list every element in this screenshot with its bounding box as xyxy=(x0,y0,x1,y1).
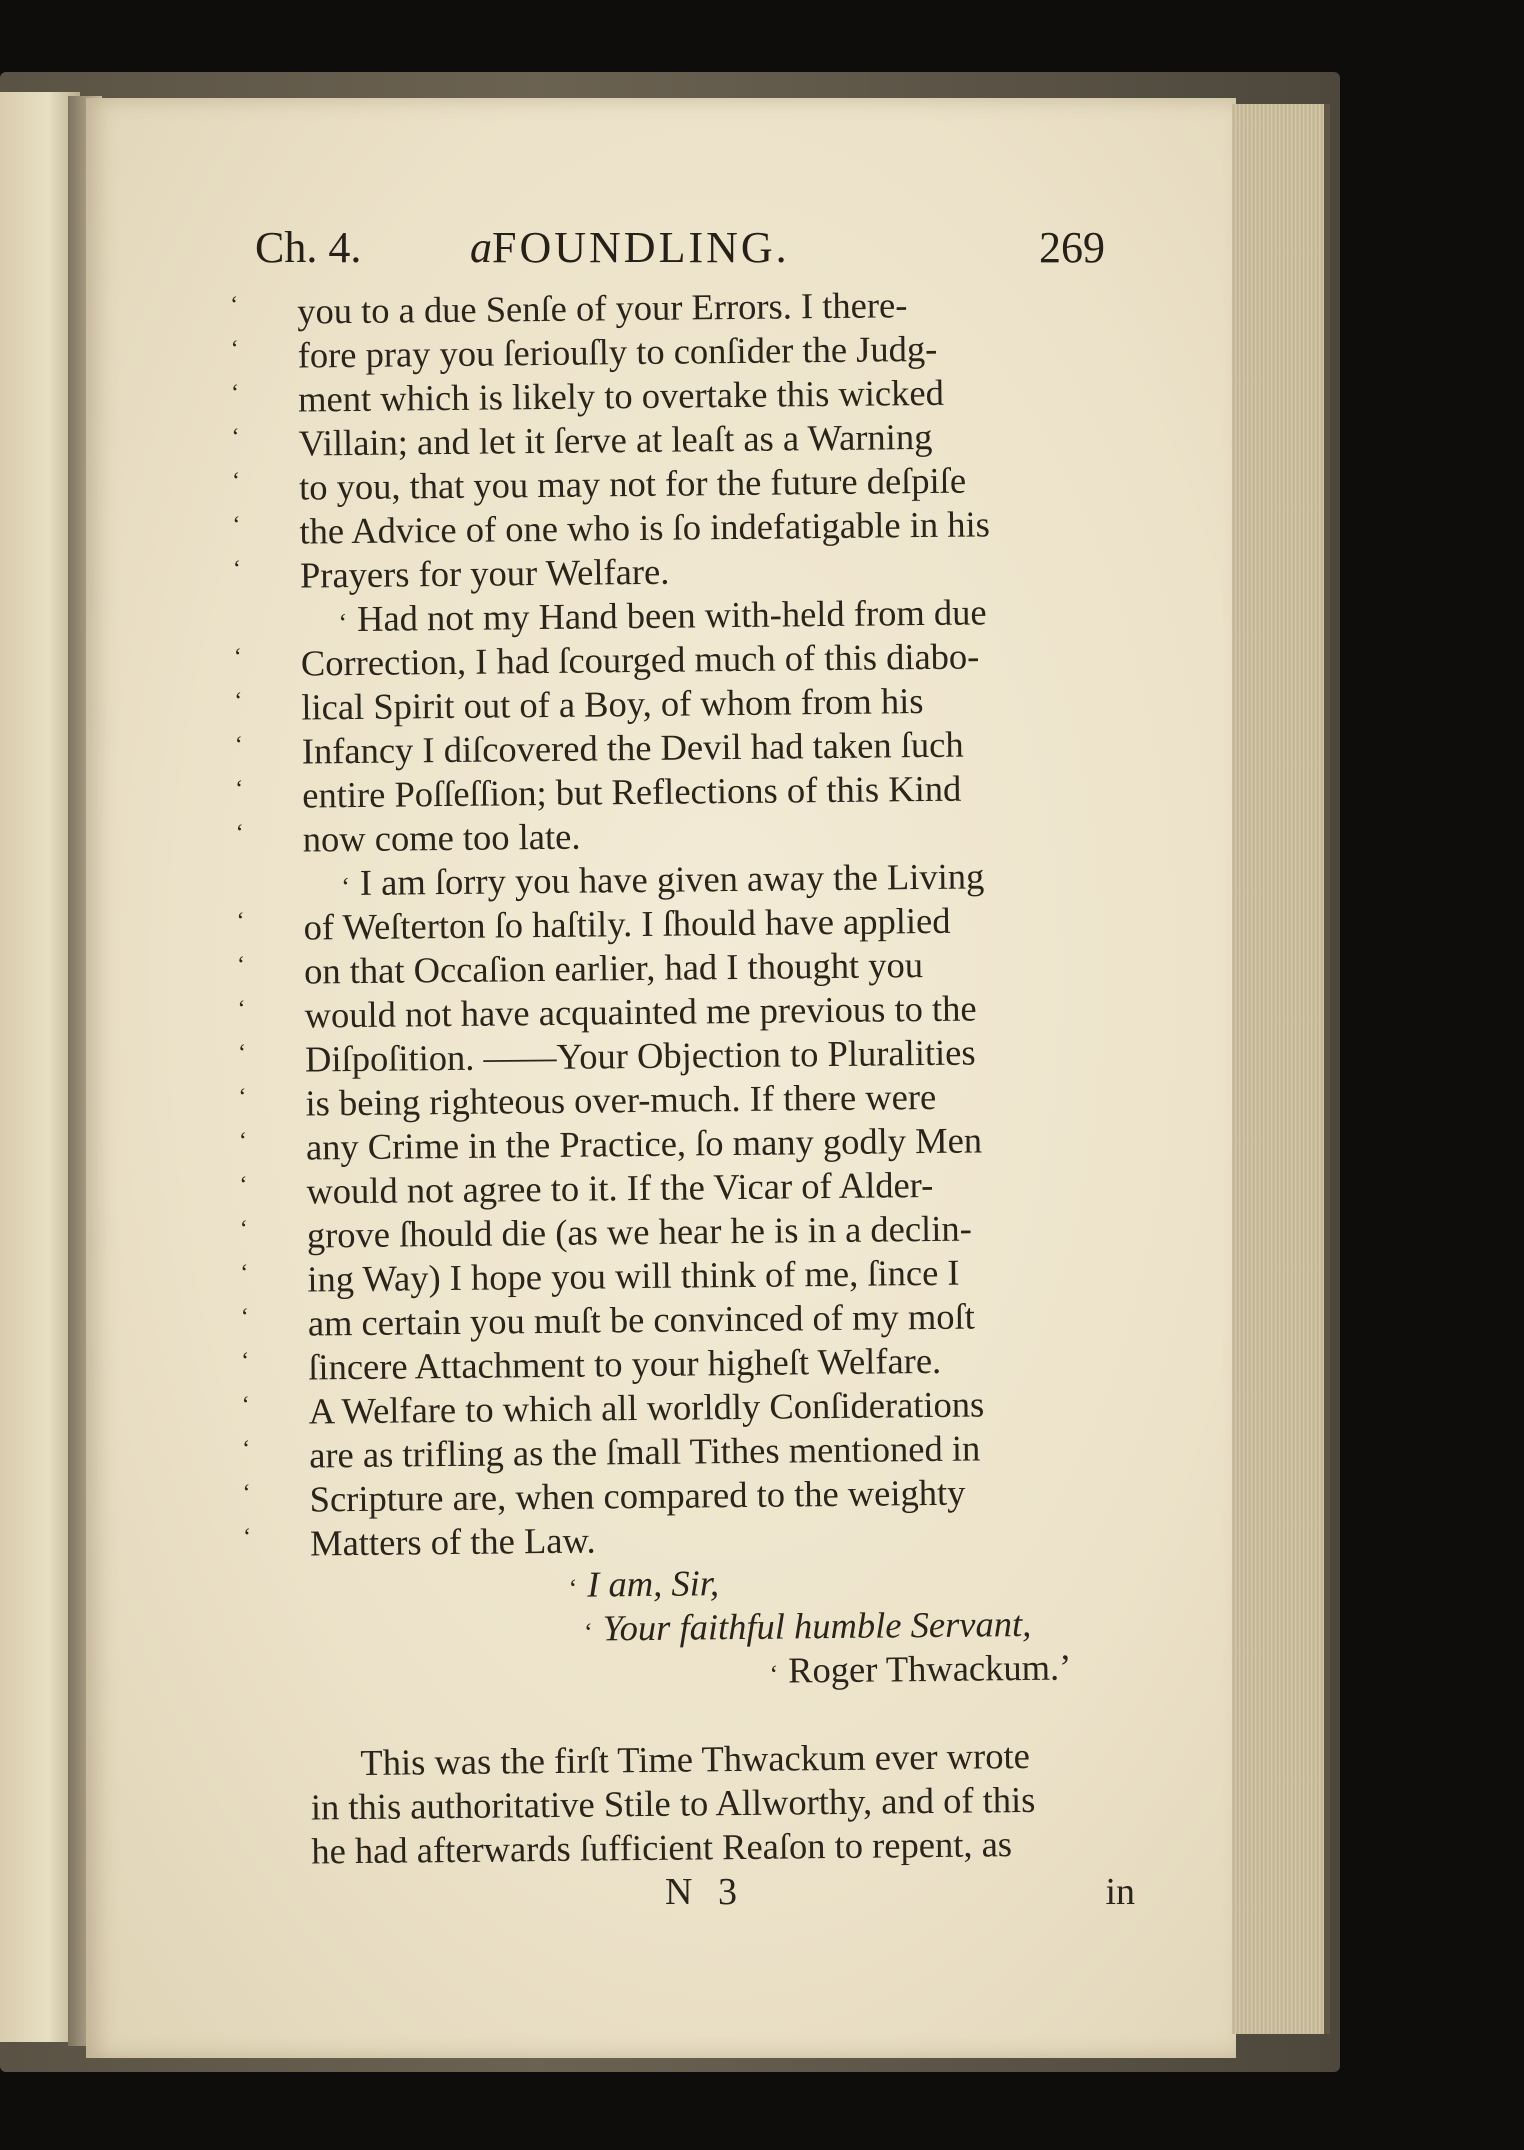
quote-mark: ‘ xyxy=(583,1617,593,1647)
signature-name: ‘ Roger Thwackum.’ xyxy=(769,1646,1072,1691)
signature-mark: N 3 xyxy=(665,1871,745,1913)
text-line: ‘ Had not my Hand been with-held from due xyxy=(338,591,987,639)
quote-mark: ‘ xyxy=(235,820,244,847)
quote-mark: ‘ xyxy=(568,1573,578,1603)
quote-mark: ‘ xyxy=(338,608,348,638)
quote-mark: ‘ xyxy=(234,688,243,715)
text-line: ‘ ſincere Attachment to your higheſt Welfare. xyxy=(241,1339,942,1388)
quote-mark: ‘ xyxy=(237,996,246,1023)
running-title-prefix: a xyxy=(470,223,492,272)
quote-mark: ‘ xyxy=(242,1524,252,1551)
text-line: ‘ you to a due Senſe of your Errors. I there- xyxy=(230,284,908,332)
text-line: ‘ on that Occaſion earlier, had I thought you xyxy=(236,944,924,992)
quote-mark: ‘ xyxy=(231,424,240,451)
quote-mark: ‘ xyxy=(242,1436,251,1463)
closing-line: he had afterwards ſufficient Reaſon to repent, as xyxy=(311,1823,1013,1872)
quote-mark: ‘ xyxy=(238,1084,247,1111)
text-line: ‘ Matters of the Law. xyxy=(242,1519,596,1564)
closing-line: This was the firſt Time Thwackum ever wrote xyxy=(360,1734,1030,1783)
quote-mark: ‘ xyxy=(769,1659,779,1689)
text-line: ‘ Diſpoſition. ——Your Objection to Pluralities xyxy=(237,1031,976,1080)
text-line: ‘ Scripture are, when compared to the weighty xyxy=(242,1471,966,1520)
text-line: ‘ to you, that you may not for the future deſpiſe xyxy=(231,459,967,508)
quote-mark: ‘ xyxy=(240,1260,249,1287)
quote-mark: ‘ xyxy=(235,776,244,803)
text-line: ‘ A Welfare to which all worldly Conſiderations xyxy=(241,1383,985,1432)
text-line: ‘ is being righteous over-much. If there were xyxy=(238,1075,937,1124)
signature-servant: ‘ Your faithful humble Servant, xyxy=(583,1602,1032,1649)
chapter-label: Ch. 4. xyxy=(255,223,362,272)
quote-mark: ‘ xyxy=(241,1348,250,1375)
catchword: in xyxy=(1105,1871,1135,1913)
text-line: ‘ I am ſorry you have given away the Living xyxy=(341,855,985,903)
quote-mark: ‘ xyxy=(233,644,242,671)
quote-mark: ‘ xyxy=(241,1392,250,1419)
quote-mark: ‘ xyxy=(237,1040,247,1067)
quote-mark: ‘ xyxy=(230,292,239,319)
text-line: ‘ would not agree to it. If the Vicar of Alder- xyxy=(239,1163,934,1212)
quote-mark: ‘ xyxy=(236,952,246,979)
running-title-text: FOUNDLING. xyxy=(492,223,790,272)
text-line: ‘ fore pray you ſeriouſly to conſider the Judg- xyxy=(230,327,938,376)
running-title xyxy=(470,222,790,273)
text-line: ‘ lical Spirit out of a Boy, of whom from his xyxy=(234,680,924,728)
quote-mark: ‘ xyxy=(232,556,242,583)
quote-mark: ‘ xyxy=(242,1480,251,1507)
quote-mark: ‘ xyxy=(239,1216,248,1243)
text-line: ‘ are as trifling as the ſmall Tithes mentioned in xyxy=(242,1427,981,1476)
page-number: 269 xyxy=(1039,223,1105,272)
text-line: ‘ would not have acquainted me previous to the xyxy=(237,987,977,1036)
text-line: ‘ entire Poſſeſſion; but Reflections of this Kind xyxy=(235,767,962,816)
quote-mark: ‘ xyxy=(341,872,351,902)
text-line: ‘ ment which is likely to overtake this wicked xyxy=(230,371,945,420)
running-header xyxy=(255,222,1105,282)
quote-mark: ‘ xyxy=(230,380,240,407)
quote-mark: ‘ xyxy=(238,1128,248,1155)
text-line: ‘ Infancy I diſcovered the Devil had taken ſuch xyxy=(234,723,964,772)
text-line: ‘ now come too late. xyxy=(235,815,581,860)
text-line: ‘ ing Way) I hope you will think of me, ſince I xyxy=(240,1251,960,1300)
quote-mark: ‘ xyxy=(234,732,243,759)
quote-mark: ‘ xyxy=(231,468,241,495)
text-line: ‘ am certain you muſt be convinced of my moſt xyxy=(240,1295,975,1344)
text-line: ‘ the Advice of one who is ſo indefatigable in his xyxy=(232,503,991,552)
quote-mark: ‘ xyxy=(230,336,239,363)
text-line: ‘ grove ſhould die (as we hear he is in a declin- xyxy=(239,1207,972,1256)
quote-mark: ‘ xyxy=(232,512,241,539)
page-text xyxy=(230,281,1152,1874)
text-line: ‘ any Crime in the Practice, ſo many godly Men xyxy=(238,1119,983,1168)
text-line: ‘ of Weſterton ſo haſtily. I ſhould have applied xyxy=(236,899,951,948)
quote-mark: ‘ xyxy=(240,1304,249,1331)
page-footer xyxy=(255,1870,1135,1920)
text-line: ‘ Prayers for your Welfare. xyxy=(232,550,670,596)
quote-mark: ‘ xyxy=(236,908,245,935)
text-line: ‘ Correction, I had ſcourged much of this diabo- xyxy=(233,635,980,684)
page-fore-edge xyxy=(1232,104,1330,2034)
closing-line: in this authoritative Stile to Allworthy, and of this xyxy=(310,1778,1036,1828)
signature-salutation: ‘ I am, Sir, xyxy=(568,1562,720,1605)
quote-mark: ‘ xyxy=(239,1172,248,1199)
text-line: ‘ Villain; and let it ſerve at leaſt as a Warning xyxy=(231,415,933,464)
